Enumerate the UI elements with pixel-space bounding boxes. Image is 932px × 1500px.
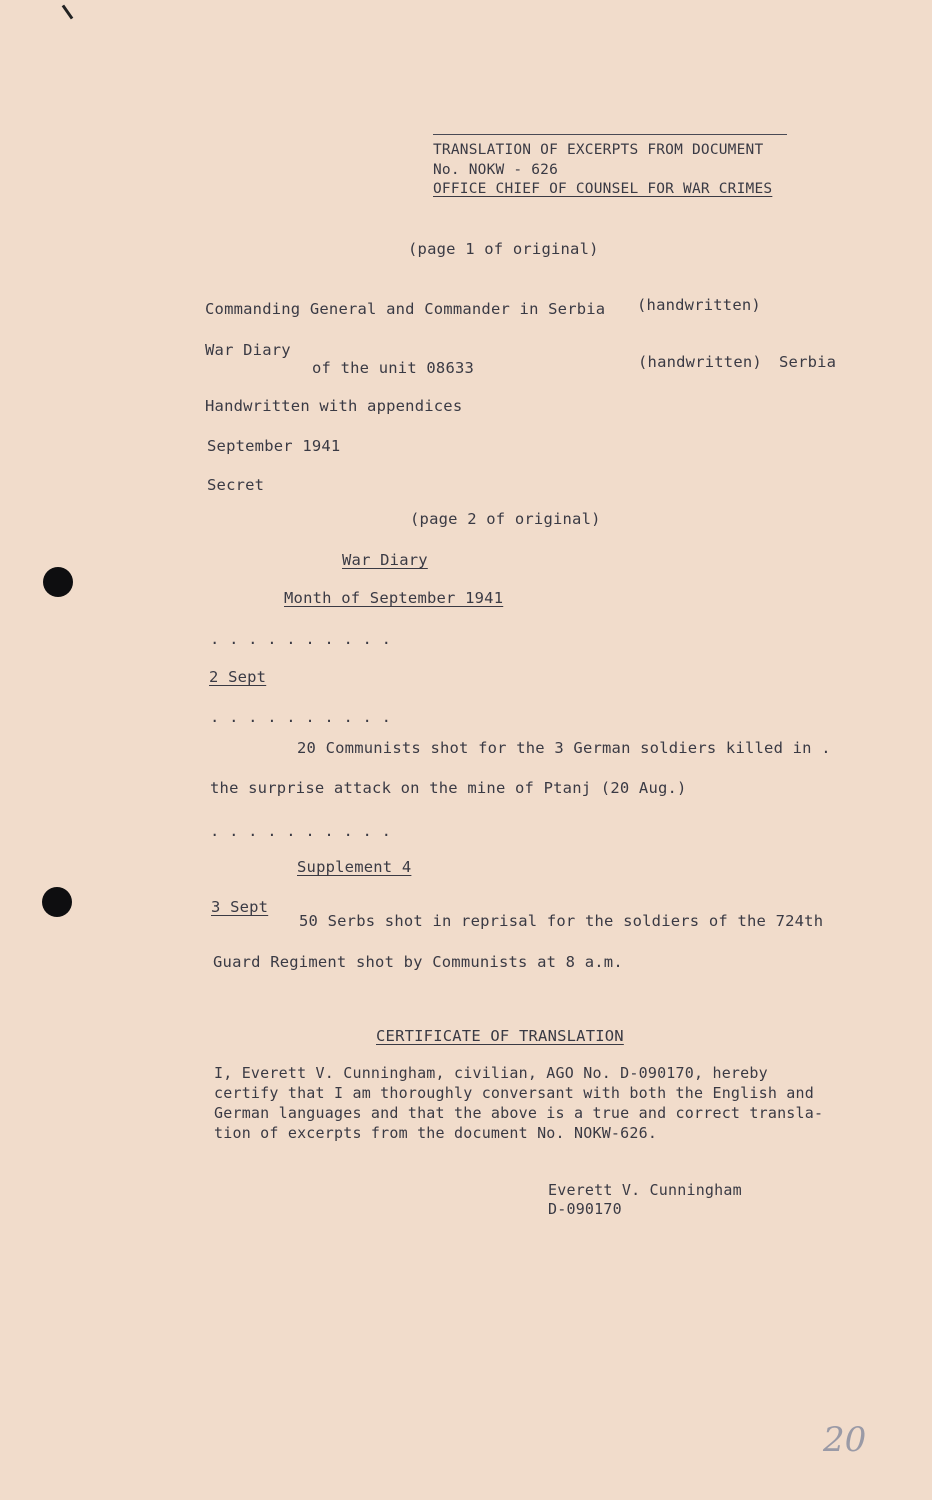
certificate-line-1: I, Everett V. Cunningham, civilian, AGO No. D-090170, hereby (214, 1064, 768, 1082)
header-line-3: OFFICE CHIEF OF COUNSEL FOR WAR CRIMES (433, 181, 773, 197)
diary-month: Month of September 1941 (284, 589, 504, 607)
supplement-label: Supplement 4 (297, 858, 412, 876)
unit-line: of the unit 08633 (312, 359, 475, 377)
certificate-title: CERTIFICATE OF TRANSLATION (376, 1027, 624, 1045)
sept2-label: 2 Sept (209, 668, 267, 686)
certificate-line-4: tion of excerpts from the document No. NOKW-626. (214, 1124, 658, 1142)
sept3-line-1: 50 Serbs shot in reprisal for the soldiers of the 724th (299, 912, 824, 930)
header-line-2: No. NOKW - 626 (433, 162, 559, 178)
sept2-line-1: 20 Communists shot for the 3 German soldiers killed in . (297, 739, 831, 757)
sept2-line-2: the surprise attack on the mine of Ptanj (20 Aug.) (210, 779, 687, 797)
signer-id: D-090170 (548, 1200, 622, 1218)
page2-label: (page 2 of original) (410, 510, 601, 528)
ellipsis-1: . . . . . . . . . . (210, 630, 392, 648)
unit-note: (handwritten) (638, 353, 762, 371)
ellipsis-2: . . . . . . . . . . (210, 708, 392, 726)
commanding-line: Commanding General and Commander in Serbia (205, 300, 606, 318)
certificate-line-3: German languages and that the above is a true and correct transla- (214, 1104, 824, 1122)
date-line: September 1941 (207, 437, 341, 455)
sept3-label: 3 Sept (211, 898, 269, 916)
war-diary-line: War Diary (205, 341, 291, 359)
unit-place: Serbia (779, 353, 837, 371)
corner-mark (62, 5, 74, 20)
ellipsis-3: . . . . . . . . . . (210, 822, 392, 840)
diary-title: War Diary (342, 551, 428, 569)
page1-label: (page 1 of original) (408, 240, 599, 258)
signer-name: Everett V. Cunningham (548, 1181, 742, 1199)
certificate-line-2: certify that I am thoroughly conversant with both the English and (214, 1084, 814, 1102)
punch-hole-bottom (42, 887, 72, 917)
secret-line: Secret (207, 476, 265, 494)
commanding-note: (handwritten) (637, 296, 761, 314)
header-line-1: TRANSLATION OF EXCERPTS FROM DOCUMENT (433, 142, 764, 158)
header-top-rule (433, 134, 787, 135)
punch-hole-top (43, 567, 73, 597)
sept3-line-2: Guard Regiment shot by Communists at 8 a.m. (213, 953, 623, 971)
appendices-line: Handwritten with appendices (205, 397, 463, 415)
page-number: 20 (823, 1420, 867, 1460)
